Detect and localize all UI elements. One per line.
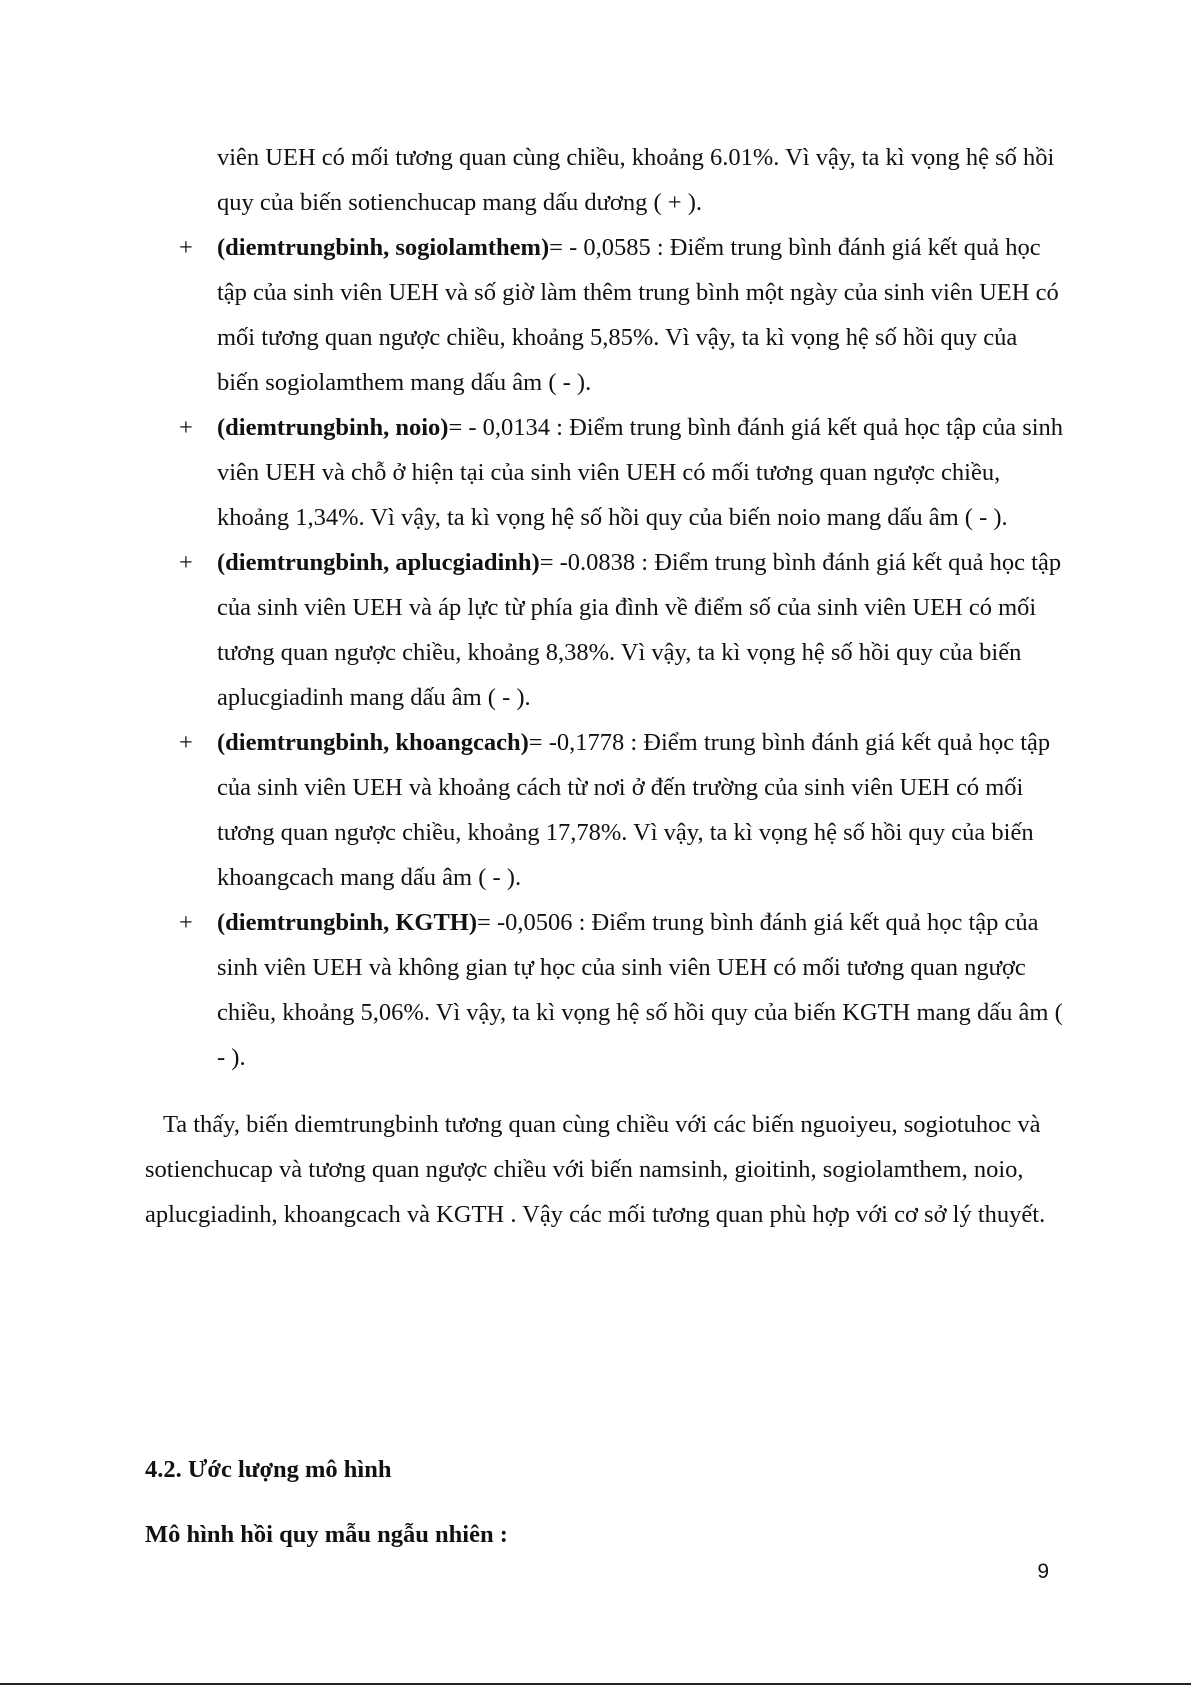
variable-pair: (diemtrungbinh, khoangcach) [217, 729, 529, 756]
subsection-heading: Mô hình hồi quy mẫu ngẫu nhiên : [145, 1521, 508, 1548]
correlation-description: = -0.0838 : Điểm trung bình đánh giá kết quả học tập của sinh viên UEH và áp lực từ phía gia đình về điểm số của sinh viên UEH có mối tương quan ngược chiều, khoảng 8,38%. Vì vậy, ta kì vọng hệ số hồi quy của biến aplucgiadinh mang dấu âm ( - ). [217, 549, 1062, 711]
variable-pair: (diemtrungbinh, KGTH) [217, 909, 478, 936]
variable-pair: (diemtrungbinh, sogiolamthem) [217, 234, 550, 261]
correlation-description: = - 0,0134 : Điểm trung bình đánh giá kết quả học tập của sinh viên UEH và chỗ ở hiện tại của sinh viên UEH có mối tương quan ngược chiều, khoảng 1,34%. Vì vậy, ta kì vọng hệ số hồi quy của biến noio mang dấu âm ( - ). [217, 414, 1064, 531]
correlation-item [145, 900, 1065, 1080]
correlation-item [145, 540, 1065, 720]
correlation-item [145, 720, 1065, 900]
correlation-description: = -0,1778 : Điểm trung bình đánh giá kết quả học tập của sinh viên UEH và khoảng cách từ nơi ở đến trường của sinh viên UEH có mối tương quan ngược chiều, khoảng 17,78%. Vì vậy, ta kì vọng hệ số hồi quy của biến khoangcach mang dấu âm ( - ). [217, 729, 1051, 891]
correlation-item [145, 225, 1065, 405]
section-heading: 4.2. Ước lượng mô hình [145, 1456, 392, 1483]
plus-marker: + [179, 729, 193, 756]
plus-marker: + [179, 549, 193, 576]
page-number: 9 [1037, 1560, 1049, 1583]
plus-marker: + [179, 909, 193, 936]
plus-marker: + [179, 414, 193, 441]
variable-pair: (diemtrungbinh, aplucgiadinh) [217, 549, 540, 576]
plus-marker: + [179, 234, 193, 261]
correlation-description: = -0,0506 : Điểm trung bình đánh giá kết quả học tập của sinh viên UEH và không gian tự học của sinh viên UEH có mối tương quan ngược chiều, khoảng 5,06%. Vì vậy, ta kì vọng hệ số hồi quy của biến KGTH mang dấu âm ( - ). [217, 909, 1063, 1071]
variable-pair: (diemtrungbinh, noio) [217, 414, 449, 441]
summary-paragraph: Ta thấy, biến diemtrungbinh tương quan cùng chiều với các biến nguoiyeu, sogiotuhoc và sotienchucap và tương quan ngược chiều với biến namsinh, gioitinh, sogiolamthem, noio, aplucgiadinh, khoangcach và KGTH . Vậy các mối tương quan phù hợp với cơ sở lý thuyết. [145, 1111, 1046, 1228]
correlation-item [145, 405, 1065, 540]
correlation-description: = - 0,0585 : Điểm trung bình đánh giá kết quả học tập của sinh viên UEH và số giờ làm thêm trung bình một ngày của sinh viên UEH có mối tương quan ngược chiều, khoảng 5,85%. Vì vậy, ta kì vọng hệ số hồi quy của biến sogiolamthem mang dấu âm ( - ). [217, 234, 1059, 396]
body-text [145, 135, 1065, 1237]
continued-paragraph: viên UEH có mối tương quan cùng chiều, khoảng 6.01%. Vì vậy, ta kì vọng hệ số hồi quy của biến sotienchucap mang dấu dương ( + ). [217, 144, 1055, 216]
